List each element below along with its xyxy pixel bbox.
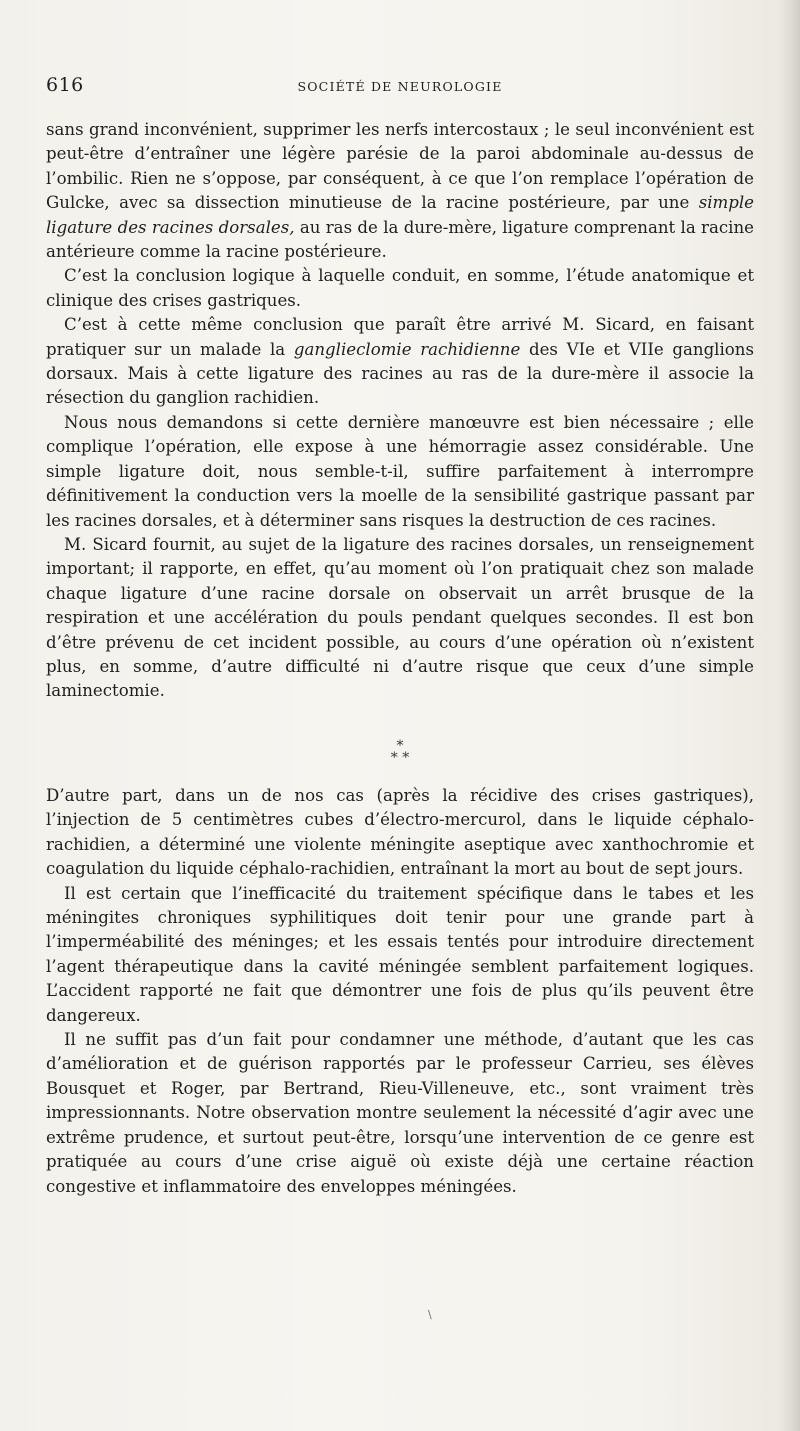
- paragraph: C’est la conclusion logique à laquelle conduit, en somme, l’étude anatomique et clinique des crises gastriques.: [46, 266, 754, 310]
- page-edge-shadow: [778, 0, 800, 1431]
- paragraph: Il est certain que l’inefficacité du traitement spécifique dans le tabes et les méningites chroniques syphilitiques doit tenir pour une grande part à l’imperméabilité des méninges; et les essais tentés pour introduire directement l’agent thérapeutique dans la cavité méningée semblent parfaitement logiques. L’accident rapporté ne fait que démontrer une fois de plus qu’ils peuvent être dangereux.: [46, 883, 754, 1025]
- paragraph-text: sans grand inconvénient, supprimer les nerfs intercostaux ; le seul inconvénient est peut-être d’entraîner une légère parésie de la paroi abdominale au-dessus de l’ombilic. Rien ne s’oppose, par conséquent, à ce que l’on remplace l’opération de Gulcke, avec sa dissection minutieuse de la racine postérieure, par une: [46, 120, 754, 213]
- italic-phrase: simple ligature des racines dorsales,: [46, 193, 754, 237]
- asterism-bottom: * *: [390, 750, 410, 766]
- page-header: [46, 74, 754, 100]
- paragraph: Nous nous demandons si cette dernière manœuvre est bien nécessaire ; elle complique l’opération, elle expose à une hémorragie assez considérable. Une simple ligature doit, nous semble-t-il, suffire parfaitement à interrompre définitivement la conduction vers la moelle de la sensibilité gastrique passant par les racines dorsales, et à déterminer sans risques la destruction de ces racines.: [46, 412, 754, 530]
- body-text-section-1: [46, 118, 754, 704]
- running-title: SOCIÉTÉ DE NEUROLOGIE: [297, 79, 503, 94]
- body-text-section-2: [46, 784, 754, 1199]
- paragraph: Il ne suffit pas d’un fait pour condamner une méthode, d’autant que les cas d’amélioration et de guérison rapportés par le professeur Carrieu, ses élèves Bousquet et Roger, par Bertrand, Rieu-Villeneuve, etc., sont vraiment très impressionnants. Notre observation montre seulement la nécessité d’agir avec une extrême prudence, et surtout peut-être, lorsqu’une intervention de ce genre est pratiquée au cours d’une crise aiguë où existe déjà une certaine réaction congestive et inflammatoire des enveloppes méningées.: [46, 1030, 754, 1196]
- paragraph: M. Sicard fournit, au sujet de la ligature des racines dorsales, un renseignement important; il rapporte, en effet, qu’au moment où l’on pratiquait chez son malade chaque ligature d’une racine dorsale on observait un arrêt brusque de la respiration et une accélération du pouls pendant quelques secondes. Il est bon d’être prévenu de cet incident possible, au cours d’une opération où n’existent plus, en somme, d’autre difficulté ni d’autre risque que ceux d’une simple laminectomie.: [46, 534, 754, 701]
- paragraph-text: C’est à cette même conclusion que paraît être arrivé M. Sicard, en faisant pratiquer sur un malade la: [46, 315, 754, 359]
- paragraph: D’autre part, dans un de nos cas (après la récidive des crises gastriques), l’injection de 5 centimètres cubes d’électro-mercurol, dans le liquide céphalo-rachidien, a déterminé une violente méningite aseptique avec xanthochromie et coagulation du liquide céphalo-rachidien, entraînant la mort au bout de sept jours.: [46, 786, 754, 879]
- section-divider-asterism: [0, 740, 800, 764]
- paragraph: [46, 118, 754, 264]
- paragraph-text: au ras de la dure-mère, ligature comprenant la racine antérieure comme la racine postérieure.: [46, 217, 754, 262]
- asterism-top: *: [396, 738, 404, 754]
- paragraph: [46, 313, 754, 411]
- page-number: 616: [46, 74, 84, 96]
- paragraph-text: des VIe et VIIe ganglions dorsaux. Mais à cette ligature des racines au ras de la dure-mère il associe la résection du ganglion rachidien.: [46, 339, 754, 408]
- italic-phrase: ganglieclomie rachidienne: [293, 339, 521, 359]
- stray-ink-mark: \: [428, 1308, 432, 1321]
